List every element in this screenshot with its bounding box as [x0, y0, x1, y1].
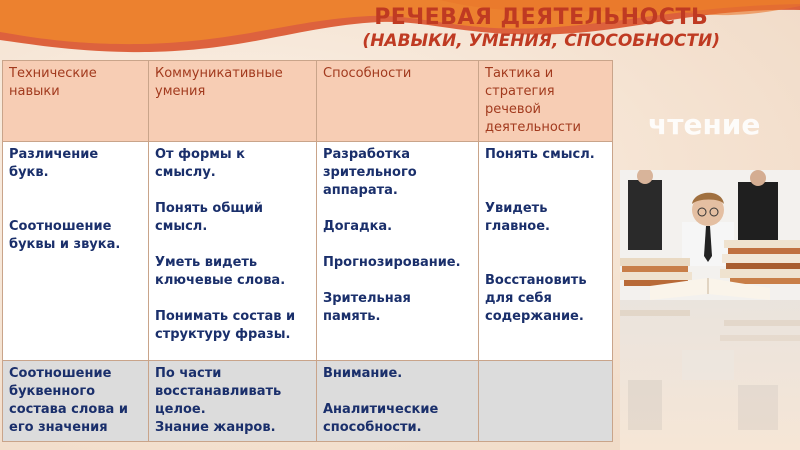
table-cell: [479, 361, 613, 442]
table-cell: Различение букв. Соотношение буквы и звука.: [3, 142, 149, 361]
header-capabilities: Способности: [317, 61, 479, 142]
student-with-books-photo: [620, 170, 800, 450]
table-cell: Разработка зрительного аппарата. Догадка. Прогнозирование. Зрительная память.: [317, 142, 479, 361]
table-cell: Понять смысл. Увидеть главное. Восстановить для себя содержание.: [479, 142, 613, 361]
header-tactics-strategy: Тактика и стратегия речевой деятельности: [479, 61, 613, 142]
table-row: [3, 361, 613, 442]
table-header-row: [3, 61, 613, 142]
skills-table: [2, 60, 613, 442]
side-word: чтение: [648, 108, 761, 141]
page-title: [362, 6, 720, 51]
table-cell: По части восстанавливать целое. Знание жанров.: [149, 361, 317, 442]
table-cell: Внимание. Аналитические способности.: [317, 361, 479, 442]
table-row: [3, 142, 613, 361]
table-cell: От формы к смыслу. Понять общий смысл. Уметь видеть ключевые слова. Понимать состав и структуру фразы.: [149, 142, 317, 361]
header-communicative-abilities: Коммуникативные умения: [149, 61, 317, 142]
title-line1: РЕЧЕВАЯ ДЕЯТЕЛЬНОСТЬ: [374, 5, 709, 30]
header-technical-skills: Технические навыки: [3, 61, 149, 142]
table-cell: Соотношение буквенного состава слова и его значения: [3, 361, 149, 442]
title-line2: (НАВЫКИ, УМЕНИЯ, СПОСОБНОСТИ): [362, 31, 720, 52]
